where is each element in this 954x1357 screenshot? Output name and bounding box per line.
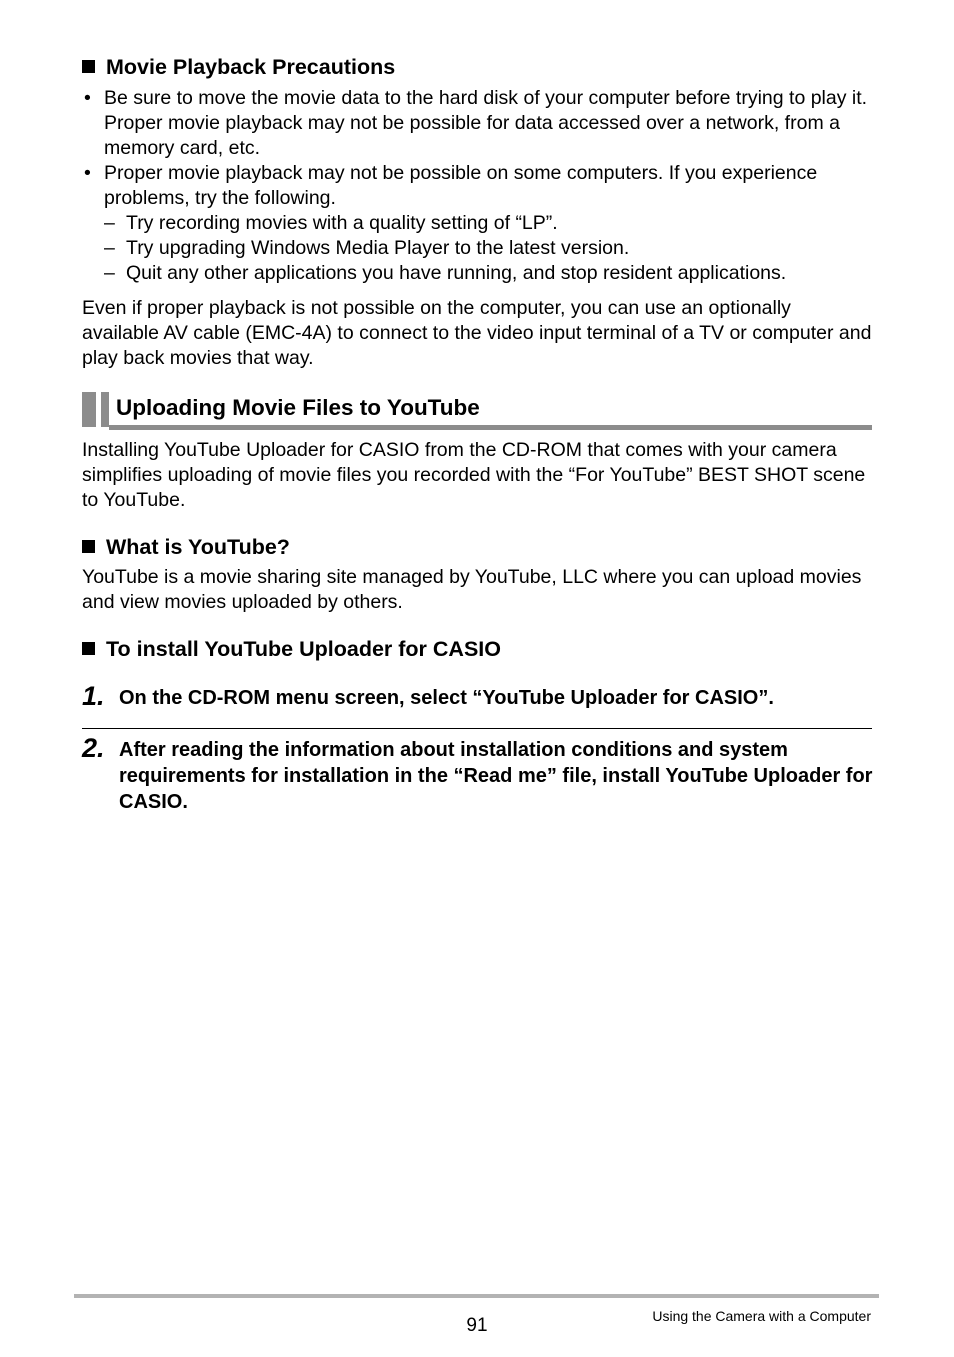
precautions-list xyxy=(82,86,882,286)
dash-marker: – xyxy=(104,237,115,259)
precautions-paragraph: Even if proper playback is not possible on the computer, you can use an optionally available AV cable (EMC-4A) to connect to the video input terminal of a TV or computer and play back movies that way. xyxy=(82,297,872,369)
sub-list-item xyxy=(82,211,882,236)
sub-list-item-text: Quit any other applications you have running, and stop resident applications. xyxy=(126,262,787,284)
step-text: On the CD-ROM menu screen, select “YouTube Uploader for CASIO”. xyxy=(119,687,774,709)
sub-list-item xyxy=(82,236,882,261)
footer-rule xyxy=(74,1294,879,1298)
step-divider xyxy=(82,728,872,729)
section-header xyxy=(82,390,872,430)
what-is-text: YouTube is a movie sharing site managed by YouTube, LLC where you can upload movies and view movies uploaded by others. xyxy=(82,566,862,613)
page-number: 91 xyxy=(466,1315,488,1336)
step-number: 1. xyxy=(82,681,105,711)
list-item xyxy=(82,161,882,211)
square-bullet-icon xyxy=(82,540,95,553)
sub-list-item xyxy=(82,261,882,286)
dash-marker: – xyxy=(104,262,115,284)
bullet-marker: • xyxy=(84,162,91,184)
step-text: After reading the information about installation conditions and system requirements for installation in the “Read me” file, install YouTube Uploader for CASIO. xyxy=(119,739,873,813)
step-number: 2. xyxy=(82,733,105,763)
section-underline xyxy=(109,425,872,430)
sub-list-item-text: Try recording movies with a quality setting of “LP”. xyxy=(126,212,558,234)
what-is-heading: What is YouTube? xyxy=(82,534,290,560)
section-bar-block xyxy=(101,392,109,427)
square-bullet-icon xyxy=(82,60,95,73)
list-item xyxy=(82,86,882,161)
footer-chapter: Using the Camera with a Computer xyxy=(652,1308,871,1324)
list-item-text: Be sure to move the movie data to the hard disk of your computer before trying to play it. Proper movie playback may not be possible for data accessed over a network, from a memory card, etc. xyxy=(104,87,868,159)
section-title: Uploading Movie Files to YouTube xyxy=(116,395,480,420)
install-heading: To install YouTube Uploader for CASIO xyxy=(82,636,501,662)
bullet-marker: • xyxy=(84,87,91,109)
dash-marker: – xyxy=(104,212,115,234)
section-intro: Installing YouTube Uploader for CASIO from the CD-ROM that comes with your camera simplifies uploading of movie files you recorded with the “For YouTube” BEST SHOT scene to YouTube. xyxy=(82,439,866,511)
list-item-text: Proper movie playback may not be possible on some computers. If you experience problems, try the following. xyxy=(104,162,818,209)
section-bar-block xyxy=(82,392,96,427)
square-bullet-icon xyxy=(82,642,95,655)
sub-list-item-text: Try upgrading Windows Media Player to the latest version. xyxy=(126,237,630,259)
precautions-heading: Movie Playback Precautions xyxy=(82,54,395,80)
